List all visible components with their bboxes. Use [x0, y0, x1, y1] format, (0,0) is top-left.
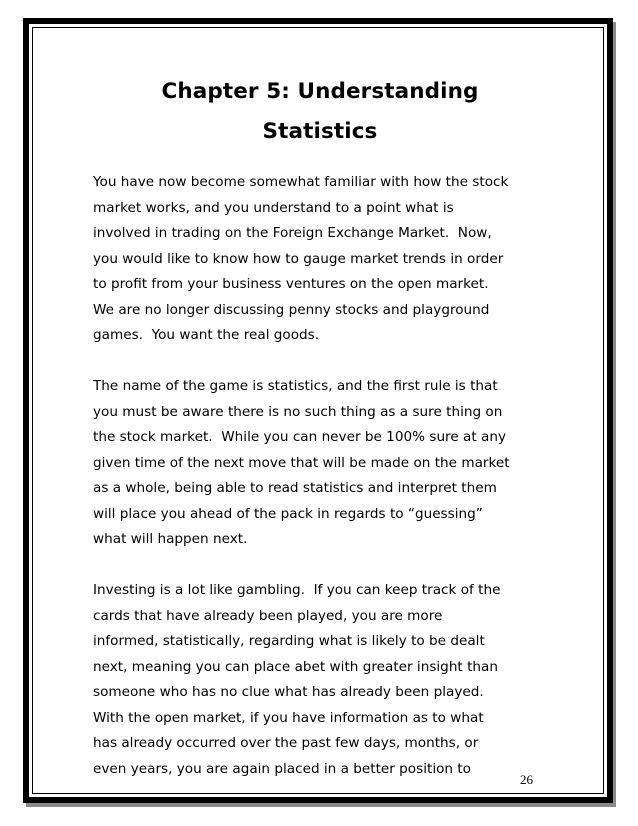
text-line: as a whole, being able to read statistics and interpret them — [93, 480, 497, 496]
paragraph-3 — [93, 578, 563, 782]
text-line: involved in trading on the Foreign Exchange Market. Now, — [93, 225, 492, 241]
text-line: you would like to know how to gauge market trends in order — [93, 250, 504, 267]
page-number: 26 — [520, 772, 533, 787]
text-line: what will happen next. — [93, 531, 248, 547]
paragraph-2 — [93, 374, 563, 553]
chapter-title-line-1: Chapter 5: Understanding — [161, 79, 479, 104]
text-line: someone who has no clue what has already been played. — [93, 684, 484, 700]
text-line: games. You want the real goods. — [93, 327, 320, 343]
text-line: You have now become somewhat familiar with how the stock — [93, 174, 509, 190]
text-line: the stock market. While you can never be 100% sure at any — [93, 429, 507, 445]
text-line: cards that have already been played, you are more — [93, 607, 443, 624]
text-line: informed, statistically, regarding what is likely to be dealt — [93, 633, 485, 649]
text-line: We are no longer discussing penny stocks and playground — [93, 301, 490, 318]
text-line: market works, and you understand to a point what is — [93, 199, 454, 216]
text-line: Investing is a lot like gambling. If you can keep track of the — [93, 582, 501, 598]
text-line: next, meaning you can place abet with greater insight than — [93, 658, 498, 675]
text-line: even years, you are again placed in a better position to — [93, 760, 471, 777]
text-line: With the open market, if you have information as to what — [93, 709, 484, 726]
chapter-title-line-2: Statistics — [262, 119, 378, 144]
body-text — [93, 170, 563, 808]
text-line: you must be aware there is no such thing as a sure thing on — [93, 403, 503, 420]
text-line: The name of the game is statistics, and the first rule is that — [93, 378, 498, 394]
paragraph-1 — [93, 170, 563, 349]
text-line: will place you ahead of the pack in regards to “guessing” — [93, 505, 483, 522]
text-line: given time of the next move that will be made on the market — [93, 454, 510, 471]
text-line: to profit from your business ventures on the open market. — [93, 276, 489, 292]
text-line: has already occurred over the past few days, months, or — [93, 735, 479, 751]
chapter-title — [95, 72, 545, 152]
